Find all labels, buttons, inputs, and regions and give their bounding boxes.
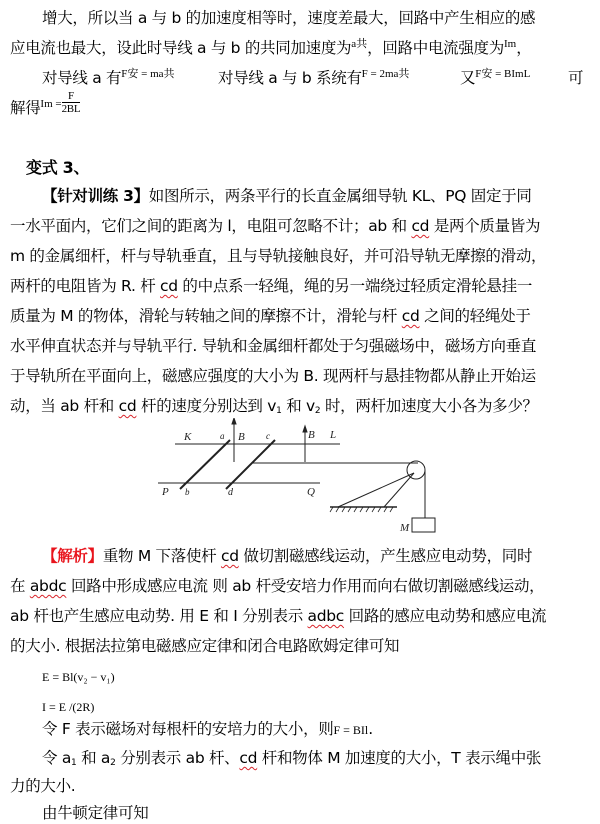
subscript: 1 xyxy=(276,406,282,416)
text: 应电流也最大，设此时导线 a 与 b 的共同加速度为 xyxy=(10,39,352,57)
text: 质量为 M 的物体，滑轮与转轴之间的摩擦不计，滑轮与杆 xyxy=(10,307,402,325)
text-line xyxy=(10,636,399,656)
math-inline: F安 = BImL xyxy=(475,68,531,80)
text: 重物 M 下落使杆 xyxy=(102,547,221,565)
spellcheck-word: cd xyxy=(118,397,137,415)
equation-current: I = E /(2R) xyxy=(42,700,95,714)
text: 一水平面内，它们之间的距离为 l，电阻可忽略不计；ab 和 xyxy=(10,217,412,235)
label-b: b xyxy=(185,487,190,497)
text: ，回路中电流强度为 xyxy=(367,39,504,57)
text-line xyxy=(10,606,546,626)
math-inline: F = BIl xyxy=(333,723,369,737)
text: 回路的感应电动势和感应电流 xyxy=(344,607,547,625)
spellcheck-word: cd xyxy=(239,749,258,767)
spellcheck-word: cd xyxy=(401,307,420,325)
text: 和 a xyxy=(76,749,111,767)
subscript: 1 xyxy=(71,758,77,768)
text-line xyxy=(42,68,175,90)
text: 水平伸直状态并与导轨平行. 导轨和金属细杆都处于匀强磁场中，磁场方向垂直 xyxy=(10,337,537,355)
physics-diagram xyxy=(150,418,450,543)
text: 之间的轻绳处于 xyxy=(419,307,531,325)
section-title xyxy=(26,158,89,178)
text-line xyxy=(42,546,532,566)
subscript: 2 xyxy=(110,758,116,768)
spellcheck-word: cd xyxy=(411,217,430,235)
text: 杆和物体 M 加速度的大小，T 表示绳中张 xyxy=(257,749,542,767)
text: 对导线 a 与 b 系统有 xyxy=(218,69,362,87)
label-d: d xyxy=(228,487,233,498)
text-line xyxy=(10,90,81,121)
text-line xyxy=(42,8,535,28)
text-line xyxy=(10,38,531,60)
fraction xyxy=(62,90,81,115)
text-line xyxy=(568,68,583,88)
text-line xyxy=(10,336,536,356)
text: 令 F 表示磁场对每根杆的安培力的大小，则 xyxy=(42,720,334,738)
spellcheck-word: abdc xyxy=(29,577,67,595)
text: . xyxy=(368,720,373,738)
problem-label: 【针对训练 3】 xyxy=(42,187,149,205)
text: 解得 xyxy=(10,99,41,117)
math-inline: Im xyxy=(503,38,517,50)
spellcheck-word: cd xyxy=(160,277,178,295)
text: 令 a xyxy=(42,749,72,767)
subscript: 2 xyxy=(314,406,321,416)
equation xyxy=(42,667,115,687)
text-line xyxy=(10,216,540,236)
text: 分别表示 ab 杆、 xyxy=(115,749,240,767)
text: 的中点系一轻绳，绳的另一端绕过轻质定滑轮悬挂一 xyxy=(177,277,533,295)
text: 变式 3、 xyxy=(26,158,90,177)
text-line xyxy=(10,246,546,266)
text: 和 v xyxy=(281,397,315,415)
text: 可 xyxy=(568,69,584,87)
text: m 的金属细杆，杆与导轨垂直，且与导轨接触良好，并可沿导轨无摩擦的滑动， xyxy=(10,247,547,265)
solution-label: 【解析】 xyxy=(42,547,103,565)
text: 的大小. 根据法拉第电磁感应定律和闭合电路欧姆定律可知 xyxy=(10,637,400,655)
rails-pulley-diagram xyxy=(150,418,450,543)
text: 是两个质量皆为 xyxy=(429,217,541,235)
text-line xyxy=(42,186,532,206)
text: 时，两杆加速度大小各为多少？ xyxy=(320,397,538,415)
text: 做切割磁感线运动，产生感应电动势，同时 xyxy=(238,547,533,565)
text: 对导线 a 有 xyxy=(42,69,122,87)
equation xyxy=(42,697,94,717)
math-inline: F安 = ma共 xyxy=(121,68,175,80)
label-P: P xyxy=(162,486,169,498)
text: ， xyxy=(516,39,532,57)
text: 又 xyxy=(460,69,476,87)
text: 如图所示，两条平行的长直金属细导轨 KL、PQ 固定于同 xyxy=(148,187,532,205)
text-line xyxy=(10,776,75,796)
text: ab 杆也产生感应电动势. 用 E 和 I 分别表示 xyxy=(10,607,308,625)
math-inline: a共 xyxy=(351,38,368,50)
text: 在 xyxy=(10,577,30,595)
text-line xyxy=(218,68,409,90)
label-K: K xyxy=(184,431,192,443)
text-line xyxy=(42,803,148,823)
denominator: 2BL xyxy=(61,103,81,115)
text: 增大，所以当 a 与 b 的加速度相等时，速度差最大，回路中产生相应的感 xyxy=(42,9,536,27)
text-line xyxy=(42,719,373,740)
text-line xyxy=(10,276,532,296)
text: 两杆的电阻皆为 R. 杆 xyxy=(10,277,161,295)
text: 杆的速度分别达到 v xyxy=(136,397,277,415)
spellcheck-word: cd xyxy=(220,547,239,565)
text-line xyxy=(10,306,531,326)
text: 由牛顿定律可知 xyxy=(42,804,149,822)
label-B1: B xyxy=(238,431,245,443)
math-inline: Im = xyxy=(40,98,62,110)
label-M: M xyxy=(400,522,410,534)
equation-emf: E = Bl(v₂ − v₁) xyxy=(42,670,115,684)
label-a: a xyxy=(220,431,225,441)
numerator: F xyxy=(62,90,81,103)
text-line xyxy=(460,68,530,90)
text-line xyxy=(42,748,541,773)
spellcheck-word: adbc xyxy=(307,607,345,625)
text: 力的大小. xyxy=(10,777,76,795)
text-line xyxy=(10,366,536,386)
text: 动，当 ab 杆和 xyxy=(10,397,119,415)
label-B2: B xyxy=(308,429,315,441)
label-Q: Q xyxy=(307,486,315,498)
label-L: L xyxy=(330,429,337,441)
text: 回路中形成感应电流 则 ab 杆受安培力作用而向右做切割磁感线运动， xyxy=(66,577,545,595)
text-line xyxy=(10,576,544,596)
label-c: c xyxy=(266,431,270,441)
text: 于导轨所在平面向上，磁感应强度的大小为 B. 现两杆与悬挂物都从静止开始运 xyxy=(10,367,536,385)
math-inline: F = 2ma共 xyxy=(361,68,410,80)
